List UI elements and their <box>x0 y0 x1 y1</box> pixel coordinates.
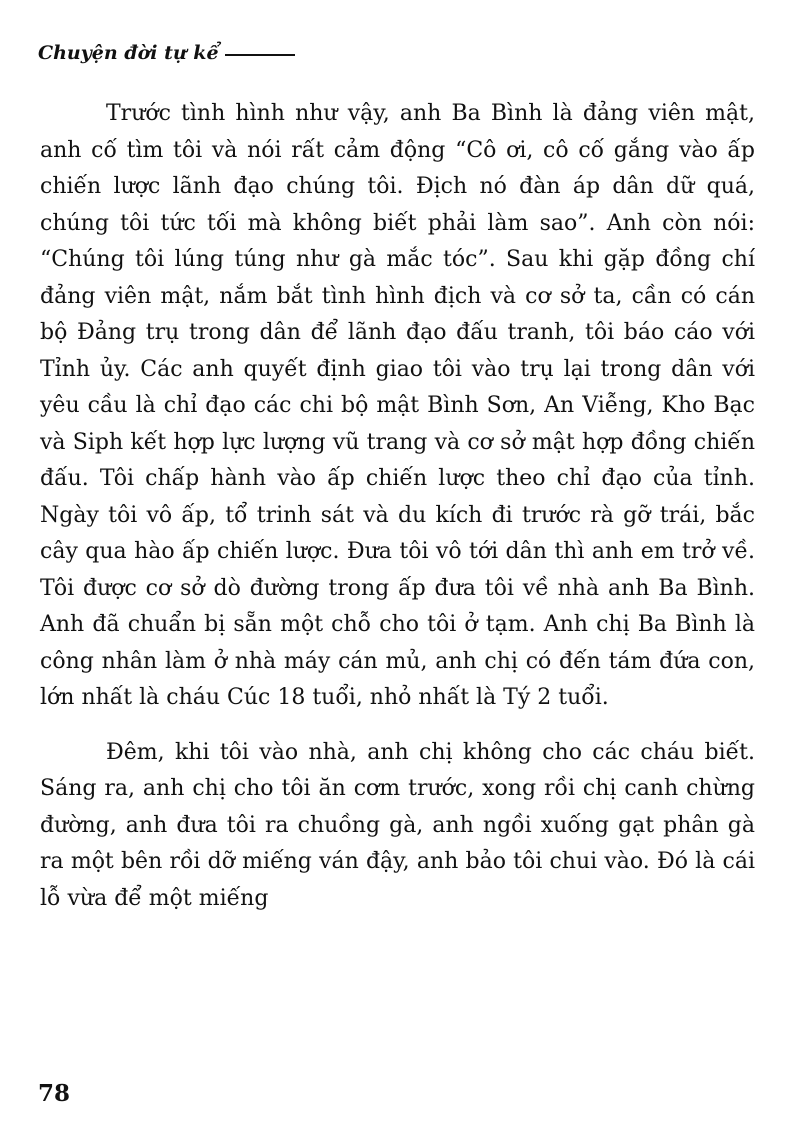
running-header <box>38 42 295 64</box>
body-text <box>40 96 755 917</box>
paragraph: Trước tình hình như vậy, anh Ba Bình là đảng viên mật, anh cố tìm tôi và nói rất cảm động “Cô ơi, cô cố gắng vào ấp chiến lược lãnh đạo chúng tôi. Địch nó đàn áp dân dữ quá, chúng tôi tức tối mà không biết phải làm sao”. Anh còn nói: “Chúng tôi lúng túng như gà mắc tóc”. Sau khi gặp đồng chí đảng viên mật, nắm bắt tình hình địch và cơ sở ta, cần có cán bộ Đảng trụ trong dân để lãnh đạo đấu tranh, tôi báo cáo với Tỉnh ủy. Các anh quyết định giao tôi vào trụ lại trong dân với yêu cầu là chỉ đạo các chi bộ mật Bình Sơn, An Viễng, Kho Bạc và Siph kết hợp lực lượng vũ trang và cơ sở mật hợp đồng chiến đấu. Tôi chấp hành vào ấp chiến lược theo chỉ đạo của tỉnh. Ngày tôi vô ấp, tổ trinh sát và du kích đi trước rà gỡ trái, bắc cây qua hào ấp chiến lược. Đưa tôi vô tới dân thì anh em trở về. Tôi được cơ sở dò đường trong ấp đưa tôi về nhà anh Ba Bình. Anh đã chuẩn bị sẵn một chỗ cho tôi ở tạm. Anh chị Ba Bình là công nhân làm ở nhà máy cán mủ, anh chị có đến tám đứa con, lớn nhất là cháu Cúc 18 tuổi, nhỏ nhất là Tý 2 tuổi. <box>40 101 755 710</box>
page-number: 78 <box>38 1080 71 1107</box>
running-title: Chuyện đời tự kể <box>38 42 219 64</box>
header-rule <box>225 54 295 56</box>
paragraph: Đêm, khi tôi vào nhà, anh chị không cho các cháu biết. Sáng ra, anh chị cho tôi ăn cơm trước, xong rồi chị canh chừng đường, anh đưa tôi ra chuồng gà, anh ngồi xuống gạt phân gà ra một bên rồi dỡ miếng ván đậy, anh bảo tôi chui vào. Đó là cái lỗ vừa để một miếng <box>40 739 755 911</box>
